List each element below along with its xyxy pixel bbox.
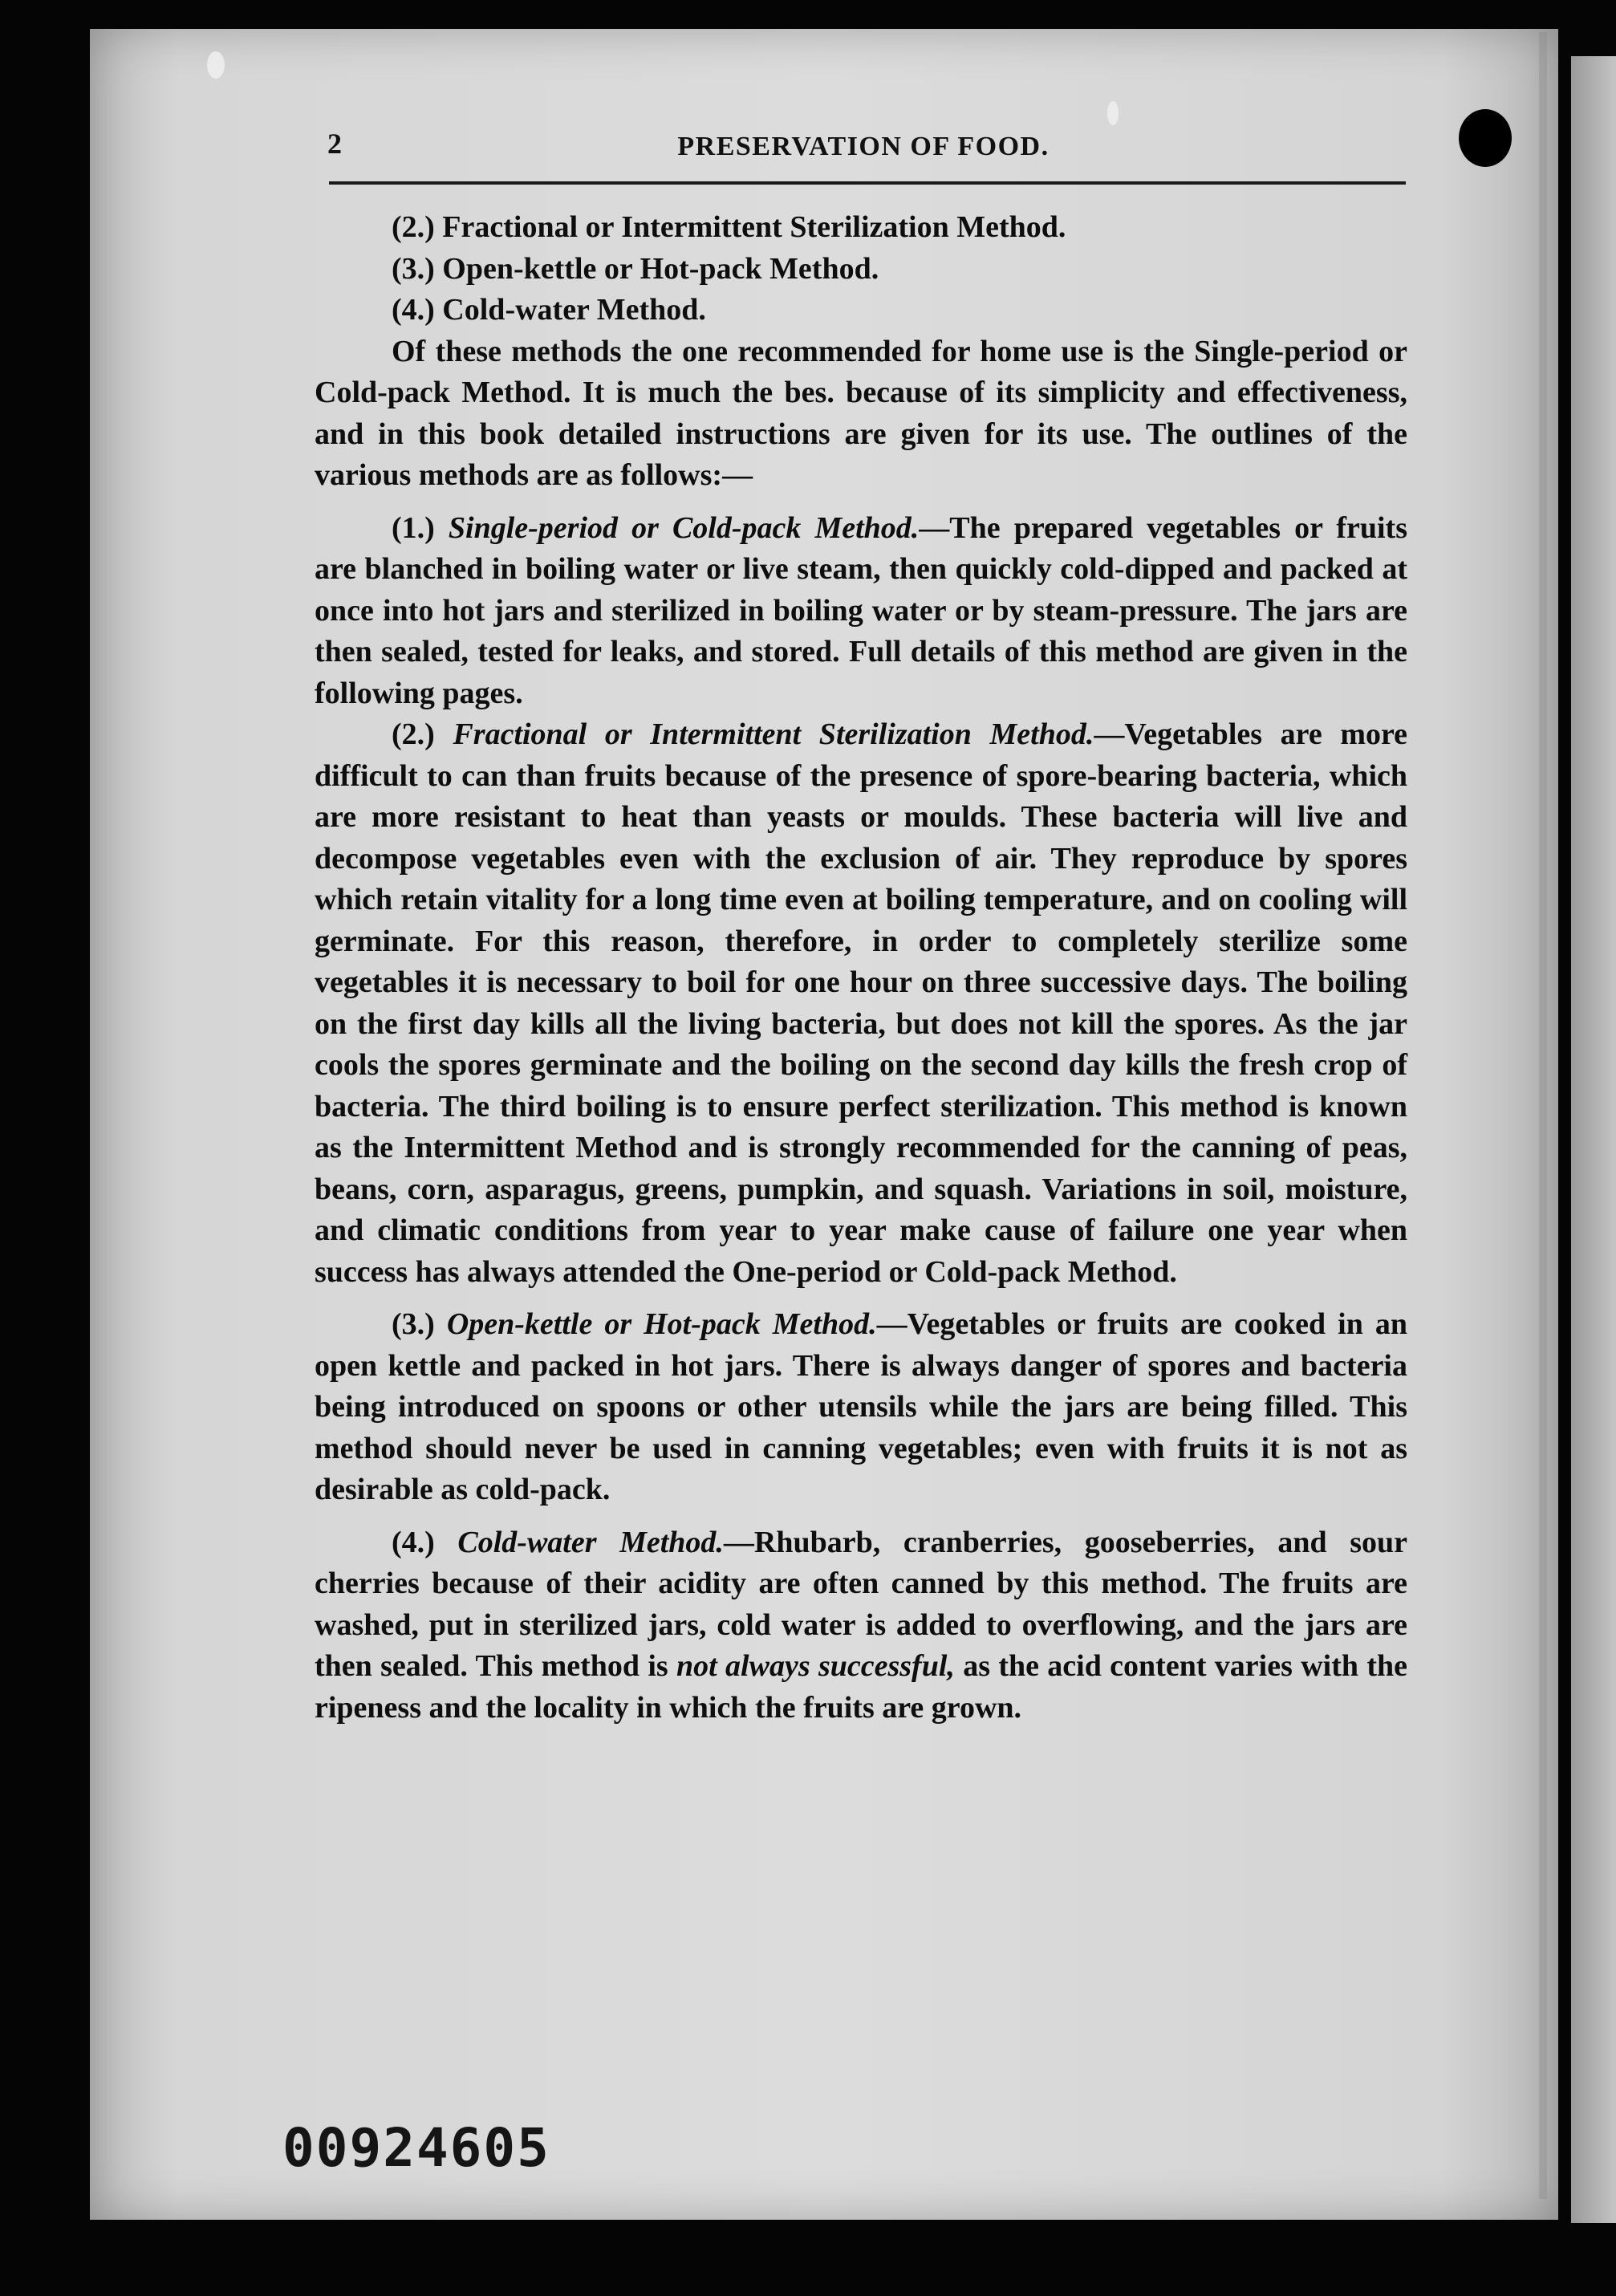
section-cold-water [315,1522,1407,1729]
page-fold-shadow [1539,32,1547,2199]
scan-speck [1107,101,1119,125]
running-title: PRESERVATION OF FOOD. [677,132,1050,161]
section-title: Single-period or Cold-pack Method. [448,510,920,545]
section-title: Cold-water Method. [457,1525,724,1559]
section-title: Open-kettle or Hot-pack Method. [446,1307,877,1341]
section-number: (3.) [392,1307,435,1341]
body-text [315,207,1407,1729]
scan-speck [207,51,225,79]
page-number: 2 [327,128,342,160]
section-fractional [315,714,1407,1293]
intro-paragraph: Of these methods the one recommended for home use is the Single-period or Cold-pack Method. It is much the bes. because of its simplicity and effectiveness, and in this book detailed instructions are given for its use. The outlines of the various methods are as follows:— [315,334,1407,492]
section-single-period [315,508,1407,715]
section-body: —The prepared vegetables or fruits are blanched in boiling water or live steam, then quickly cold-dipped and packed at once into hot jars and sterilized in boiling water or by steam-pressure. The jars are then sealed, tested for leaks, and stored. Full details of this method are given in the following pages. [315,510,1407,710]
section-open-kettle [315,1304,1407,1511]
archive-stamp-number: 00924605 [282,2117,550,2179]
section-number: (2.) [392,717,435,751]
list-item: (4.) Cold-water Method. [392,293,706,327]
section-body: —Vegetables or fruits are cooked in an open kettle and packed in hot jars. There is always danger of spores and bacteria being introduced on spoons or other utensils while the jars are being filled. This method should never be used in canning vegetables; even with fruits it is not as desirable as cold-pack. [315,1307,1407,1506]
list-item: (2.) Fractional or Intermittent Sterilization Method. [392,210,1066,244]
section-body: —Vegetables are more difficult to can than fruits because of the presence of spore-bearing bacteria, which are more resistant to heat than yeasts or moulds. These bacteria will live and decompose vegetables even with the exclusion of air. They reproduce by spores which retain vitality for a long time even at boiling temperature, and on cooling will germinate. For this reason, therefore, in order to completely sterilize some vegetables it is necessary to boil for one hour on three successive days. The boiling on the first day kills all the living bacteria, but does not kill the spores. As the jar cools the spores germinate and the boiling on the second day kills the fresh crop of bacteria. The third boiling is to ensure perfect sterilization. This method is known as the Intermittent Method and is strongly recommended for the canning of peas, beans, corn, asparagus, greens, pumpkin, and squash. Variations in soil, moisture, and climatic conditions from year to year make cause of failure one year when success has always attended the One-period or Cold-pack Method. [315,717,1408,1289]
adjacent-page-edge [1571,56,1616,2223]
section-title: Fractional or Intermittent Sterilization Method. [453,717,1094,751]
section-body: —Rhubarb, cranberries, gooseberries, and sour cherries because of their acidity are often canned by this method. The fruits are washed, put in sterilized jars, cold water is added to overflowing, and the jars are then sealed. This method is [315,1525,1408,1683]
page-header [321,127,1406,170]
section-number: (1.) [392,510,435,545]
section-body: as the acid content varies with the ripeness and the locality in which the fruits are grown. [315,1649,1407,1725]
section-number: (4.) [392,1525,435,1559]
list-item: (3.) Open-kettle or Hot-pack Method. [392,251,879,286]
header-rule [329,181,1406,185]
section-emphasis: not always successful, [676,1649,955,1683]
punch-hole [1459,109,1512,167]
